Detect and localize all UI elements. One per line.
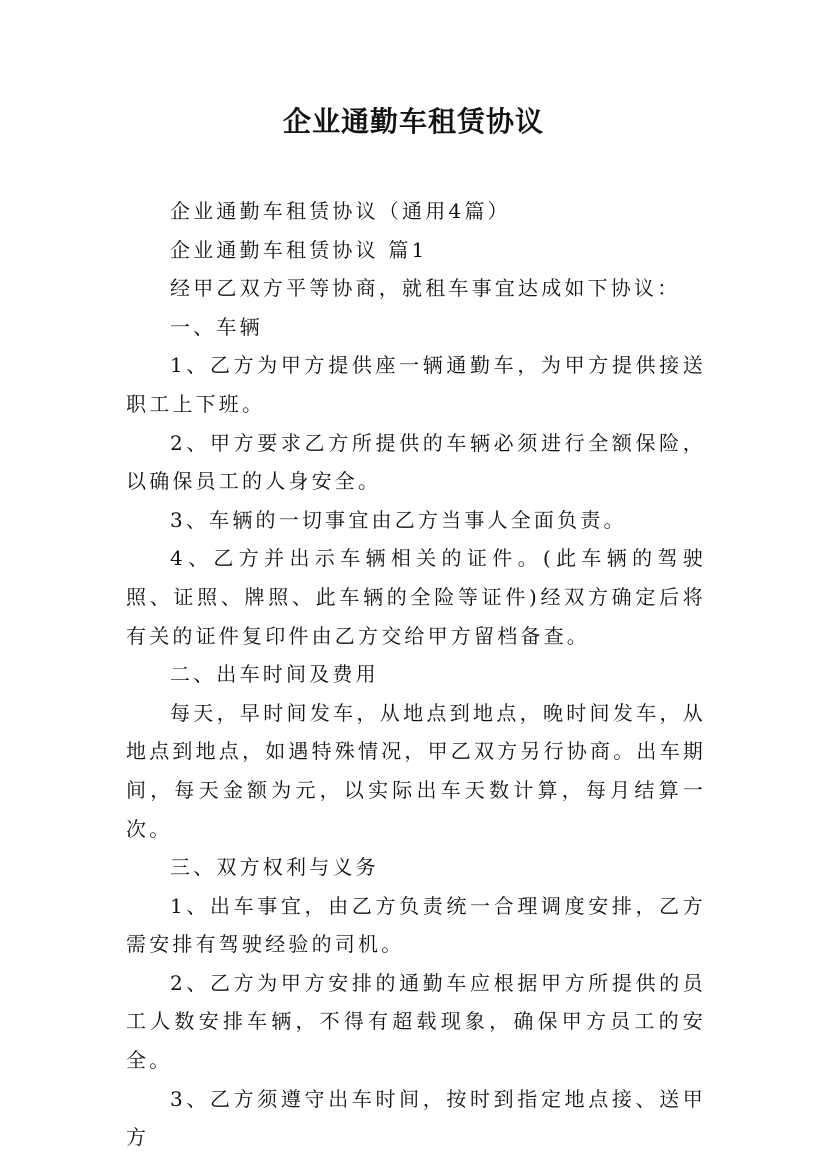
paragraph: 1、乙方为甲方提供座一辆通勤车，为甲方提供接送职工上下班。 [126,353,706,416]
paragraph: 4、乙方并出示车辆相关的证件。(此车辆的驾驶照、证照、牌照、此车辆的全险等证件)经双方确定后将有关的证件复印件由乙方交给甲方留档备查。 [126,546,706,648]
paragraph: 企业通勤车租赁协议 篇1 [170,237,428,262]
paragraph: 2、甲方要求乙方所提供的车辆必须进行全额保险，以确保员工的人身安全。 [126,430,706,494]
section-heading: 三、双方权利与义务 [170,855,379,880]
paragraph: 企业通勤车租赁协议（通用4篇） [170,199,511,223]
paragraph: 1、出车事宜，由乙方负责统一合理调度安排，乙方需安排有驾驶经验的司机。 [126,893,706,957]
section-heading: 二、出车时间及费用 [170,662,379,687]
paragraph: 3、乙方须遵守出车时间，按时到指定地点接、送甲方 [126,1086,706,1150]
paragraph: 每天，早时间发车，从地点到地点，晚时间发车，从地点到地点，如遇特殊情况，甲乙双方另行协商。出车期间，每天金额为元，以实际出车天数计算，每月结算一次。 [126,700,706,841]
paragraph: 3、车辆的一切事宜由乙方当事人全面负责。 [170,507,627,532]
paragraph: 经甲乙双方平等协商，就租车事宜达成如下协议： [170,276,681,301]
document-title: 企业通勤车租赁协议 [282,105,544,138]
section-heading: 一、车辆 [170,314,263,339]
paragraph: 2、乙方为甲方安排的通勤车应根据甲方所提供的员工人数安排车辆，不得有超载现象，确保甲方员工的安全。 [126,970,706,1073]
document-body [126,192,706,1157]
